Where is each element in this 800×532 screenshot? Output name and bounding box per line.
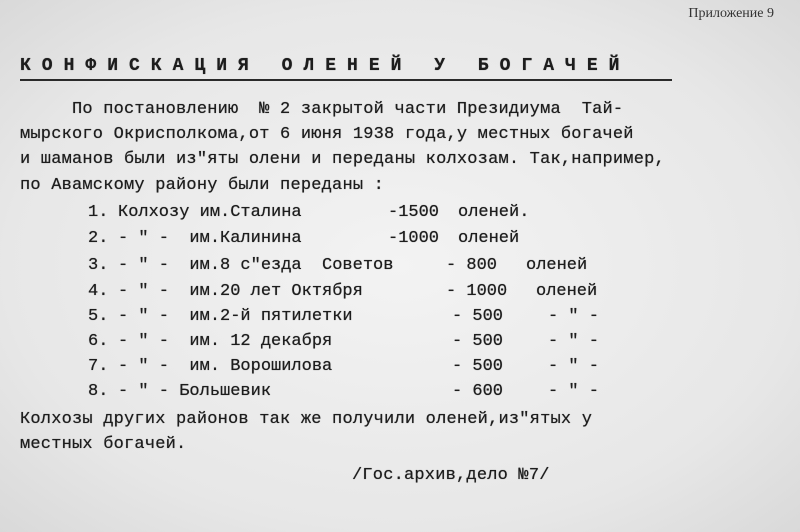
list-item-unit: оленей — [536, 282, 598, 301]
list-item-unit: оленей — [526, 256, 588, 275]
list-item-name: Колхозу им.Сталина — [118, 203, 302, 222]
paragraph-line: мырского Окрисполкома,от 6 июня 1938 года,у местных богачей — [20, 125, 634, 144]
list-item — [0, 357, 800, 381]
list-item — [0, 229, 800, 253]
list-item-unit: оленей. — [458, 203, 530, 222]
list-item-name: - " - им. 12 декабря — [118, 332, 333, 351]
list-item-quantity: -1000 — [388, 229, 440, 248]
list-item-number: 7. — [88, 357, 109, 376]
list-item-quantity: - 800 — [446, 256, 498, 275]
list-item-number: 2. — [88, 229, 109, 248]
list-item-name: - " - им. Ворошилова — [118, 357, 333, 376]
list-item-number: 8. — [88, 382, 109, 401]
closing-line: местных богачей. — [20, 435, 187, 454]
list-item-name: - " - Большевик — [118, 382, 272, 401]
list-item — [0, 307, 800, 331]
list-item-name: - " - им.2-й пятилетки — [118, 307, 353, 326]
list-item-unit: - " - — [548, 357, 600, 376]
list-item-quantity: -1500 — [388, 203, 440, 222]
title-underline — [20, 79, 672, 81]
paragraph-line: по Авамскому району были переданы : — [20, 176, 385, 195]
list-item — [0, 256, 800, 280]
list-item-quantity: - 500 — [452, 332, 504, 351]
list-item-quantity: - 500 — [452, 357, 504, 376]
appendix-label: Приложение 9 — [688, 6, 774, 21]
list-item — [0, 282, 800, 306]
list-item — [0, 332, 800, 356]
list-item-unit: - " - — [548, 382, 600, 401]
source-reference: /Гос.архив,дело №7/ — [352, 466, 550, 485]
list-item-unit: - " - — [548, 307, 600, 326]
list-item-number: 4. — [88, 282, 109, 301]
list-item-number: 6. — [88, 332, 109, 351]
list-item-name: - " - им.8 с"езда Советов — [118, 256, 394, 275]
list-item-unit: оленей — [458, 229, 520, 248]
document-title: КОНФИСКАЦИЯ ОЛЕНЕЙ У БОГАЧЕЙ — [20, 56, 631, 76]
paragraph-line: По постановлению № 2 закрытой части Президиума Тай- — [20, 100, 624, 119]
list-item-quantity: - 500 — [452, 307, 504, 326]
closing-line: Колхозы других районов так же получили оленей,из"ятых у — [20, 410, 593, 429]
list-item-quantity: - 1000 — [446, 282, 508, 301]
list-item — [0, 382, 800, 406]
list-item-number: 5. — [88, 307, 109, 326]
list-item-quantity: - 600 — [452, 382, 504, 401]
list-item — [0, 203, 800, 227]
list-item-number: 1. — [88, 203, 109, 222]
paragraph-line: и шаманов были из"яты олени и переданы колхозам. Так,например, — [20, 150, 665, 169]
list-item-name: - " - им.20 лет Октября — [118, 282, 363, 301]
list-item-number: 3. — [88, 256, 109, 275]
list-item-name: - " - им.Калинина — [118, 229, 302, 248]
list-item-unit: - " - — [548, 332, 600, 351]
